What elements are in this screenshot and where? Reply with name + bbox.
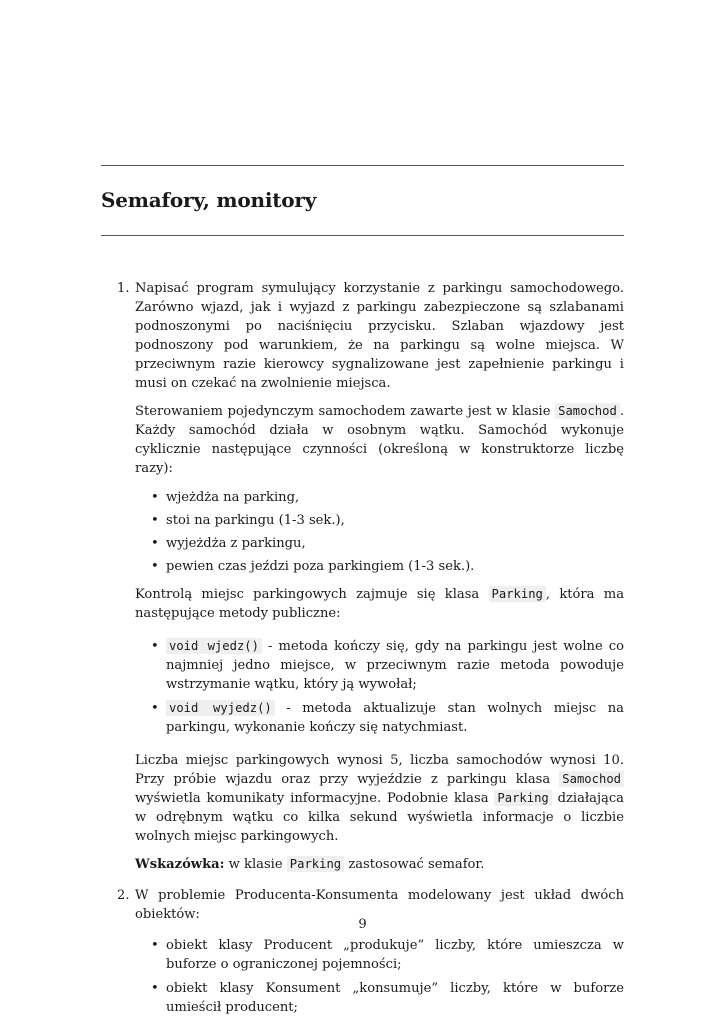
bullet-icon: • — [151, 490, 159, 505]
header-rule-top — [101, 165, 624, 166]
bullet-icon: • — [151, 639, 159, 654]
list-item-text: stoi na parkingu (1-3 sek.), — [166, 513, 345, 528]
task-1-paragraph-counts — [135, 751, 624, 846]
bullet-icon: • — [151, 938, 159, 953]
text-fragment: Kontrolą miejsc parkingowych zajmuje się klasa — [135, 587, 480, 602]
object-list — [135, 936, 624, 1017]
text-fragment: , która ma następujące metody publiczne: — [135, 587, 624, 621]
list-item-text: wjeżdża na parking, — [166, 490, 300, 505]
list-item — [135, 557, 624, 576]
text-fragment: Liczba miejsc parkingowych wynosi 5, liczba samochodów wynosi 10. Przy próbie wjazdu oraz przy wyjeździe z parkingu klasa — [135, 753, 624, 787]
code-samochod: Samochod — [559, 771, 624, 787]
bullet-icon: • — [151, 981, 159, 996]
bullet-icon: • — [151, 513, 159, 528]
list-item — [135, 488, 624, 507]
list-item — [135, 637, 624, 694]
list-item-text: obiekt klasy Producent „produkuje” liczby, które umieszcza w buforze o ograniczonej pojemności; — [166, 938, 624, 972]
page-content — [101, 279, 624, 1022]
code-method-wjedz: void wjedz() — [166, 638, 262, 654]
header-rule-bottom — [101, 235, 624, 236]
list-item — [135, 699, 624, 737]
text-fragment: zastosować semafor. — [348, 857, 485, 872]
text-fragment: w klasie — [228, 857, 283, 872]
text-fragment: . Każdy samochód działa w osobnym wątku. Samochód wykonuje cyklicznie następujące czynności (określoną w konstruktorze liczbę razy): — [135, 404, 624, 476]
code-parking: Parking — [494, 790, 551, 806]
text-fragment: działająca w odrębnym wątku co kilka sekund wyświetla informacje o liczbie wolnych miejsc parkingowych. — [135, 791, 624, 844]
task-2-number: 2. — [117, 888, 130, 903]
method-list — [135, 637, 624, 737]
code-parking: Parking — [489, 586, 546, 602]
list-item-text: - metoda aktualizuje stan wolnych miejsc na parkingu, wykonanie kończy się natychmiast. — [166, 701, 624, 735]
list-item — [135, 511, 624, 530]
task-2-intro: W problemie Producenta-Konsumenta modelowany jest układ dwóch obiektów: — [135, 888, 624, 922]
list-item-text: wyjeżdża z parkingu, — [166, 536, 306, 551]
list-item-text: pewien czas jeździ poza parkingiem (1-3 sek.). — [166, 559, 475, 574]
page-number: 9 — [358, 917, 367, 932]
code-samochod: Samochod — [555, 403, 620, 419]
task-1-paragraph-samochod — [135, 402, 624, 478]
task-1-hint — [135, 855, 624, 874]
hint-label: Wskazówka: — [135, 857, 225, 872]
list-item — [135, 936, 624, 974]
code-parking: Parking — [287, 856, 344, 872]
action-list — [135, 488, 624, 576]
bullet-icon: • — [151, 701, 159, 716]
list-item-text: - metoda kończy się, gdy na parkingu jest wolne co najmniej jedno miejsce, w przeciwnym razie metoda powoduje wstrzymanie wątku, który ją wywołał; — [166, 639, 624, 692]
page-title: Semafory, monitory — [101, 188, 317, 212]
list-item — [135, 534, 624, 553]
task-1-number: 1. — [117, 281, 130, 296]
task-1-paragraph-parking — [135, 585, 624, 623]
code-method-wyjedz: void wyjedz() — [166, 700, 275, 716]
task-1 — [101, 279, 624, 874]
text-fragment: wyświetla komunikaty informacyjne. Podobnie klasa — [135, 791, 489, 806]
bullet-icon: • — [151, 536, 159, 551]
task-1-intro: Napisać program symulujący korzystanie z parkingu samochodowego. Zarówno wjazd, jak i wyjazd z parkingu zabezpieczone są szlabanami podnoszonymi po naciśnięciu przycisku. Szlaban wjazdowy jest podnoszony pod warunkiem, że na parkingu są wolne miejsca. W przeciwnym razie kierowcy sygnalizowane jest zapełnienie parkingu i musi on czekać na zwolnienie miejsca. — [135, 281, 624, 391]
text-fragment: Sterowaniem pojedynczym samochodem zawarte jest w klasie — [135, 404, 551, 419]
list-item-text: obiekt klasy Konsument „konsumuje” liczby, które w buforze umieścił producent; — [166, 981, 624, 1015]
task-2 — [101, 886, 624, 1017]
bullet-icon: • — [151, 559, 159, 574]
list-item — [135, 979, 624, 1017]
